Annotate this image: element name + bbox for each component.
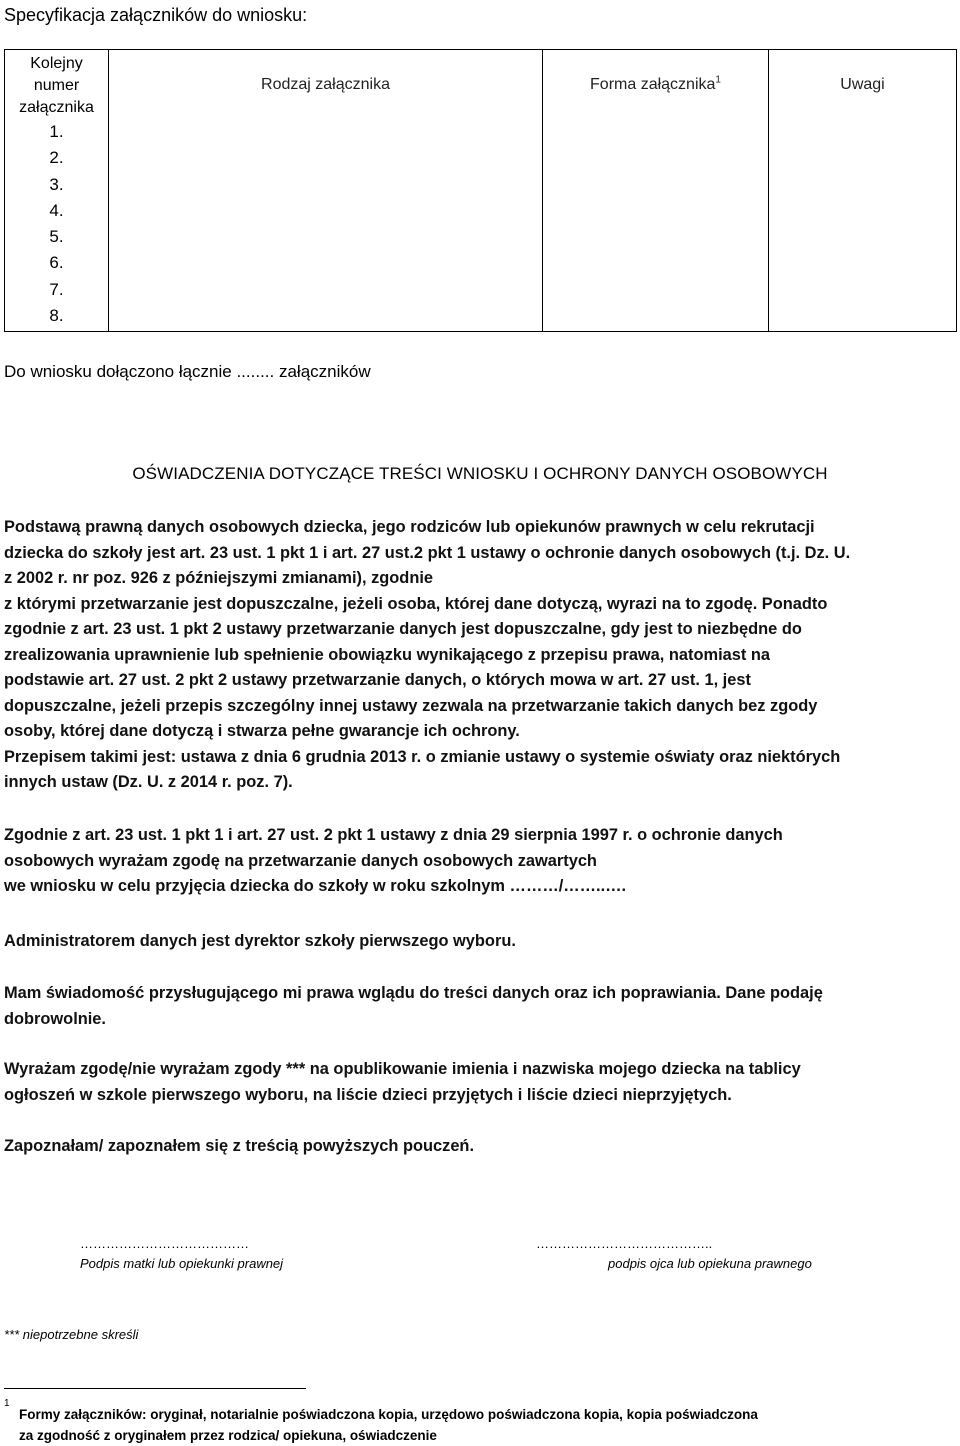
paragraph-acknowledgement: Zapoznałam/ zapoznałem się z treścią powyższych pouczeń. xyxy=(4,1137,474,1155)
list-item: 1. xyxy=(49,122,64,141)
header-notes: Uwagi xyxy=(769,50,957,332)
father-signature-line: ………………………………….. xyxy=(536,1236,713,1251)
mother-signature-line: ………………………………… xyxy=(80,1236,249,1251)
paragraph-rights: Mam świadomość przysługującego mi prawa wglądu do treści danych oraz ich poprawiania. Dane podaję dobrowolnie. xyxy=(4,984,823,1028)
list-item: 8. xyxy=(49,306,64,326)
paragraph-publication-consent: Wyrażam zgodę/nie wyrażam zgody *** na opublikowanie imienia i nazwiska mojego dziecka na tablicy ogłoszeń w szkole pierwszego wyboru, na liście dzieci przyjętych i liście dzieci nieprzyjętych. xyxy=(4,1060,801,1104)
list-item: 6. xyxy=(49,253,64,273)
list-item: 3. xyxy=(49,174,64,194)
paragraph-administrator: Administratorem danych jest dyrektor szkoły pierwszego wyboru. xyxy=(4,932,516,950)
list-item: 5. xyxy=(49,227,64,247)
footnote-mark: 1 xyxy=(4,1398,10,1409)
table-cell-number xyxy=(5,50,109,332)
strike-note: *** niepotrzebne skreśli xyxy=(4,1327,139,1342)
list-item: 7. xyxy=(49,279,64,299)
list-item: 2. xyxy=(49,148,64,168)
declarations-heading: OŚWIADCZENIA DOTYCZĄCE TREŚCI WNIOSKU I OCHRONY DANYCH OSOBOWYCH xyxy=(132,464,828,483)
paragraph-consent: Zgodnie z art. 23 ust. 1 pkt 1 i art. 27 ust. 2 pkt 1 ustawy z dnia 29 sierpnia 1997 r. o ochronie danych osobowych wyrażam zgodę na przetwarzanie danych osobowych zawartych we wniosku w celu przyjęcia dziecka do szkoły w roku szkolnym ………/……..…. xyxy=(4,826,783,895)
page-title: Specyfikacja załączników do wniosku: xyxy=(4,5,308,25)
footnote: Formy załączników: oryginał, notarialnie poświadczona kopia, urzędowo poświadczona kopia, kopia poświadczona za zgodność z oryginałem przez rodzica/ opiekuna, oświadczenie xyxy=(19,1407,758,1443)
header-type: Rodzaj załącznika xyxy=(109,50,543,332)
footnote-separator xyxy=(4,1388,306,1389)
list-item: 4. xyxy=(49,200,64,220)
paragraph-legal-basis: Podstawą prawną danych osobowych dziecka, jego rodziców lub opiekunów prawnych w celu rekrutacji dziecka do szkoły jest art. 23 ust. 1 pkt 1 i art. 27 ust.2 pkt 1 ustawy o ochronie danych osobowych (t.j. Dz. U. z 2002 r. nr poz. 926 z późniejszymi zmianami), zgodnie z którymi przetwarzanie jest dopuszczalne, jeżeli osoba, której dane dotyczą, wyrazi na to zgodę. Ponadto zgodnie z art. 23 ust. 1 pkt 2 ustawy przetwarzanie danych jest dopuszczalne, gdy jest to niezbędne do zrealizowania uprawnienie lub spełnienie obowiązku wynikającego z przepisu prawa, natomiast na podstawie art. 27 ust. 2 pkt 2 ustawy przetwarzanie danych, o których mowa w art. 27 ust. 1, jest dopuszczalne, jeżeli przepis szczególny innej ustawy zezwala na przetwarzanie takich danych bez zgody osoby, której dane dotyczą i stwarza pełne gwarancje ich ochrony. Przepisem takimi jest: ustawa z dnia 6 grudnia 2013 r. o zmianie ustawy o systemie oświaty oraz niektórych innych ustaw (Dz. U. z 2014 r. poz. 7). xyxy=(4,518,851,791)
mother-signature-label: Podpis matki lub opiekunki prawnej xyxy=(80,1256,284,1271)
attached-count-line: Do wniosku dołączono łącznie ........ załączników xyxy=(4,362,371,381)
header-form: Forma załącznika$^1$ xyxy=(543,50,769,332)
father-signature-label: podpis ojca lub opiekuna prawnego xyxy=(608,1256,812,1271)
footnote-ref: 1 xyxy=(715,74,721,86)
attachment-numbers xyxy=(5,119,108,331)
attachments-table xyxy=(4,49,957,332)
header-number: Kolejny numer załącznika xyxy=(19,55,94,116)
